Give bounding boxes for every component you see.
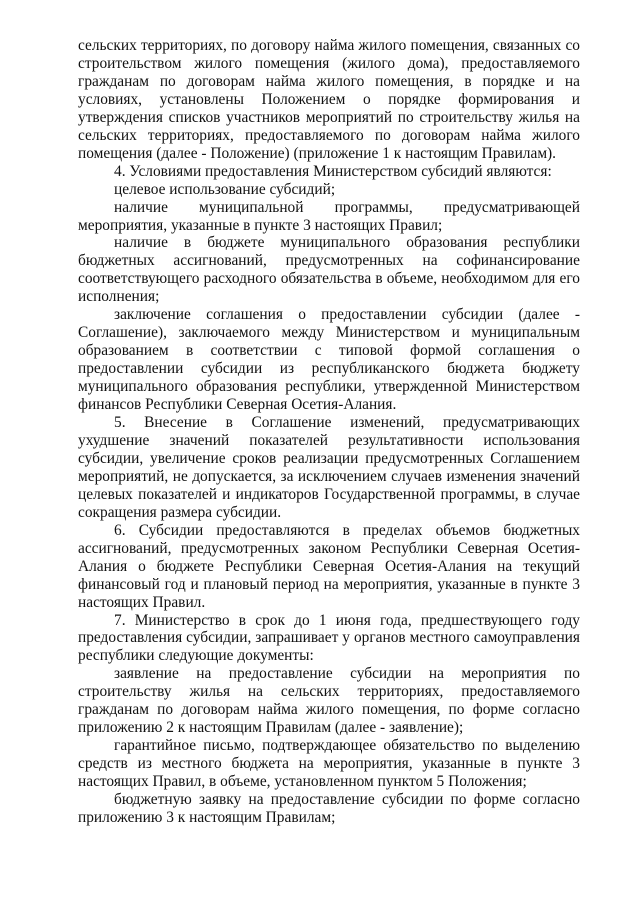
paragraph-condition-budget: наличие в бюджете муниципального образования республики бюджетных ассигнований, предусмотренных на софинансирование соответствующего расходного обязательства в объеме, необходимом для его исполнения; (78, 234, 580, 306)
paragraph-document-guarantee: гарантийное письмо, подтверждающее обязательство по выделению средств из местного бюджета на мероприятия, указанные в пункте 3 настоящих Правил, в объеме, установленном пунктом 5 Положения; (78, 737, 580, 791)
paragraph-clause-6: 6. Субсидии предоставляются в пределах объемов бюджетных ассигнований, предусмотренных законом Республики Северная Осетия-Алания о бюджете Республики Северная Осетия-Алания на текущий финансовый год и плановый период на мероприятия, указанные в пункте 3 настоящих Правил. (78, 521, 580, 611)
paragraph-continuation: сельских территориях, по договору найма жилого помещения, связанных со строительством жилого помещения (жилого дома), предоставляемого гражданам по договорам найма жилого помещения, в порядке и на условиях, установлены Положением о порядке формирования и утверждения списков участников мероприятий по строительству жилья на сельских территориях, предоставляемого по договорам найма жилого помещения (далее - Положение) (приложение 1 к настоящим Правилам). (78, 37, 580, 162)
paragraph-condition-agreement: заключение соглашения о предоставлении субсидии (далее - Соглашение), заключаемого между Министерством и муниципальным образованием в соответствии с типовой формой соглашения о предоставлении субсидии из республиканского бюджета бюджету муниципального образования республики, утвержденной Министерством финансов Республики Северная Осетия-Алания. (78, 306, 580, 414)
paragraph-clause-7: 7. Министерство в срок до 1 июня года, предшествующего году предоставления субсидии, запрашивает у органов местного самоуправления республики следующие документы: (78, 611, 580, 665)
paragraph-clause-5: 5. Внесение в Соглашение изменений, предусматривающих ухудшение значений показателей результативности использования субсидии, увеличение сроков реализации предусмотренных Соглашением мероприятий, не допускается, за исключением случаев изменения значений целевых показателей и индикаторов Государственной программы, в случае сокращения размера субсидии. (78, 414, 580, 521)
paragraph-clause-4: 4. Условиями предоставления Министерством субсидий являются: (114, 162, 552, 180)
paragraph-document-application: заявление на предоставление субсидии на мероприятия по строительству жилья на сельских территориях, предоставляемого гражданам по договорам найма жилого помещения, по форме согласно приложению 2 к настоящим Правилам (далее - заявление); (78, 665, 580, 737)
document-body (78, 37, 580, 827)
paragraph-document-budget-request: бюджетную заявку на предоставление субсидии по форме согласно приложению 3 к настоящим Правилам; (78, 791, 580, 826)
paragraph-condition-program: наличие муниципальной программы, предусматривающей мероприятия, указанные в пункте 3 настоящих Правил; (78, 198, 580, 234)
paragraph-condition-purpose: целевое использование субсидий; (114, 180, 336, 198)
